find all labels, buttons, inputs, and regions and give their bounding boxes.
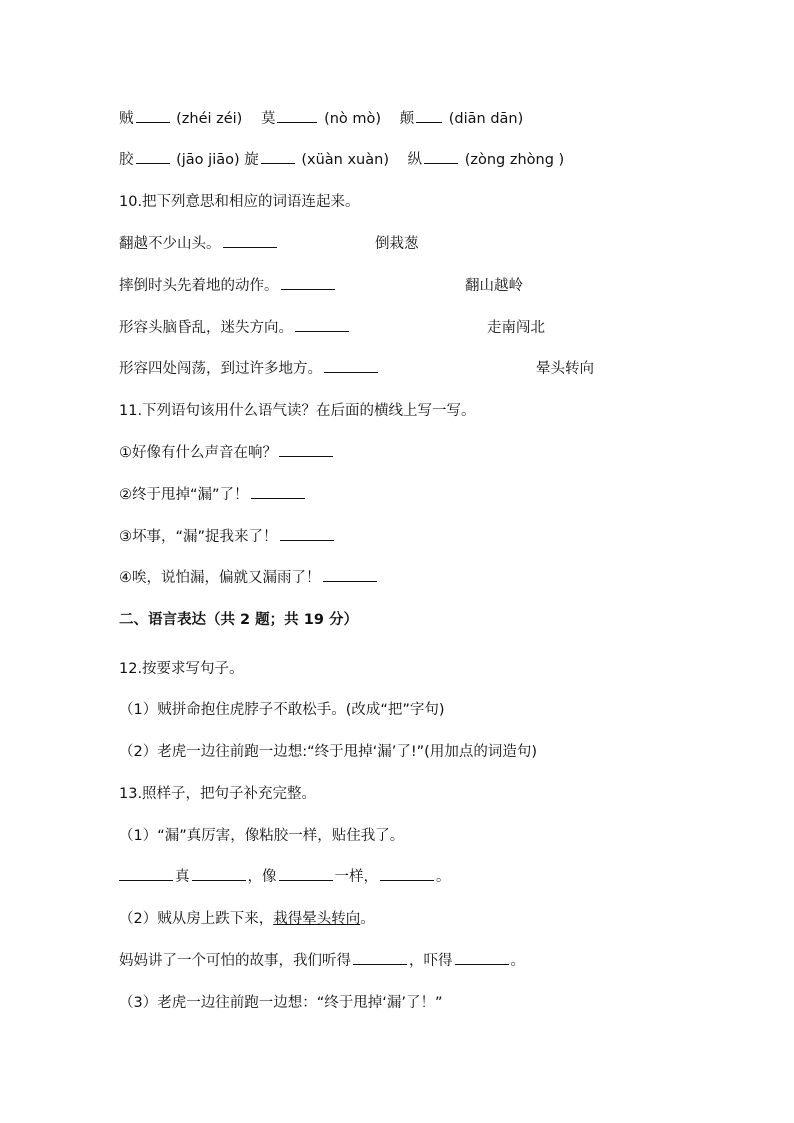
- answer-blank[interactable]: [424, 162, 458, 164]
- pinyin-options: (xüàn xuàn): [301, 152, 389, 168]
- answer-blank[interactable]: [119, 879, 173, 881]
- answer-blank[interactable]: [324, 371, 378, 373]
- q10-word-2[interactable]: 翻山越岭: [465, 278, 523, 294]
- pinyin-options: (diān dān): [448, 111, 524, 127]
- answer-blank[interactable]: [192, 879, 246, 881]
- q13-item-2: （2）贼从房上跌下来，栽得晕头转向。: [119, 911, 375, 927]
- pinyin-row-2: [119, 150, 564, 170]
- answer-blank[interactable]: [279, 879, 333, 881]
- q10-word-4[interactable]: 晕头转向: [536, 361, 594, 377]
- pinyin-row-1: [119, 109, 523, 129]
- q13-fill-2: 妈妈讲了一个可怕的故事，我们听得 ，吓得 。: [119, 953, 525, 969]
- q10-word-1[interactable]: 倒栽葱: [375, 236, 419, 252]
- answer-blank[interactable]: [281, 288, 335, 290]
- answer-blank[interactable]: [261, 162, 295, 164]
- pinyin-char: 纵: [407, 152, 423, 168]
- section-heading: 二、语言表达（共 2 题；共 19 分）: [119, 612, 358, 628]
- answer-blank[interactable]: [416, 121, 442, 123]
- q10-meaning-4: 形容四处闯荡，到过许多地方。: [119, 359, 380, 379]
- pinyin-options: (zhéi zéi): [176, 111, 243, 127]
- answer-blank[interactable]: [295, 330, 349, 332]
- answer-blank[interactable]: [353, 963, 407, 965]
- q13-item-1: （1）“漏”真厉害，像粘胶一样，贴住我了。: [119, 828, 405, 844]
- q12-item-2: （2）老虎一边往前跑一边想:“终于甩掉‘漏’了!”(用加点的词造句): [119, 744, 537, 760]
- pinyin-char: 旋: [244, 152, 259, 168]
- answer-blank[interactable]: [223, 246, 277, 248]
- q11-title: 11.下列语句该用什么语气读？在后面的横线上写一写。: [119, 403, 476, 419]
- answer-blank[interactable]: [380, 879, 434, 881]
- q11-item-3: ③坏事，“漏”捉我来了！: [119, 527, 336, 547]
- q10-word-3[interactable]: 走南闯北: [487, 320, 545, 336]
- pinyin-options: (jāo jiāo): [176, 152, 240, 168]
- pinyin-char: 贼: [119, 111, 134, 127]
- q13-title: 13.照样子，把句子补充完整。: [119, 786, 317, 802]
- q11-item-4: ④唉，说怕漏，偏就又漏雨了！: [119, 568, 379, 588]
- q12-item-1: （1）贼拼命抱住虎脖子不敢松手。(改成“把”字句): [119, 702, 445, 718]
- pinyin-char: 莫: [260, 111, 276, 127]
- q10-title: 10.把下列意思和相应的词语连起来。: [119, 194, 360, 210]
- pinyin-options: (zòng zhòng ): [464, 152, 565, 168]
- q11-item-1: ①好像有什么声音在响？: [119, 443, 335, 463]
- answer-blank[interactable]: [136, 162, 170, 164]
- answer-blank[interactable]: [280, 539, 334, 541]
- q10-meaning-3: 形容头脑昏乱，迷失方向。: [119, 318, 351, 338]
- q10-meaning-1: 翻越不少山头。: [119, 234, 279, 254]
- pinyin-options: (nò mò): [324, 111, 382, 127]
- q10-meaning-2: 摔倒时头先着地的动作。: [119, 276, 337, 296]
- answer-blank[interactable]: [455, 963, 509, 965]
- answer-blank[interactable]: [277, 121, 317, 123]
- underlined-phrase: 栽得晕头转向: [273, 911, 361, 927]
- q13-item-3: （3）老虎一边往前跑一边想：“终于甩掉‘漏’了！”: [119, 995, 443, 1011]
- q11-item-2: ②终于甩掉“漏”了！: [119, 485, 307, 505]
- answer-blank[interactable]: [279, 455, 333, 457]
- answer-blank[interactable]: [323, 580, 377, 582]
- q12-title: 12.按要求写句子。: [119, 661, 244, 677]
- pinyin-char: 颠: [399, 111, 415, 127]
- q13-fill-1: 真 ，像 一样， 。: [119, 867, 451, 887]
- pinyin-char: 胶: [119, 152, 134, 168]
- answer-blank[interactable]: [136, 121, 170, 123]
- answer-blank[interactable]: [251, 497, 305, 499]
